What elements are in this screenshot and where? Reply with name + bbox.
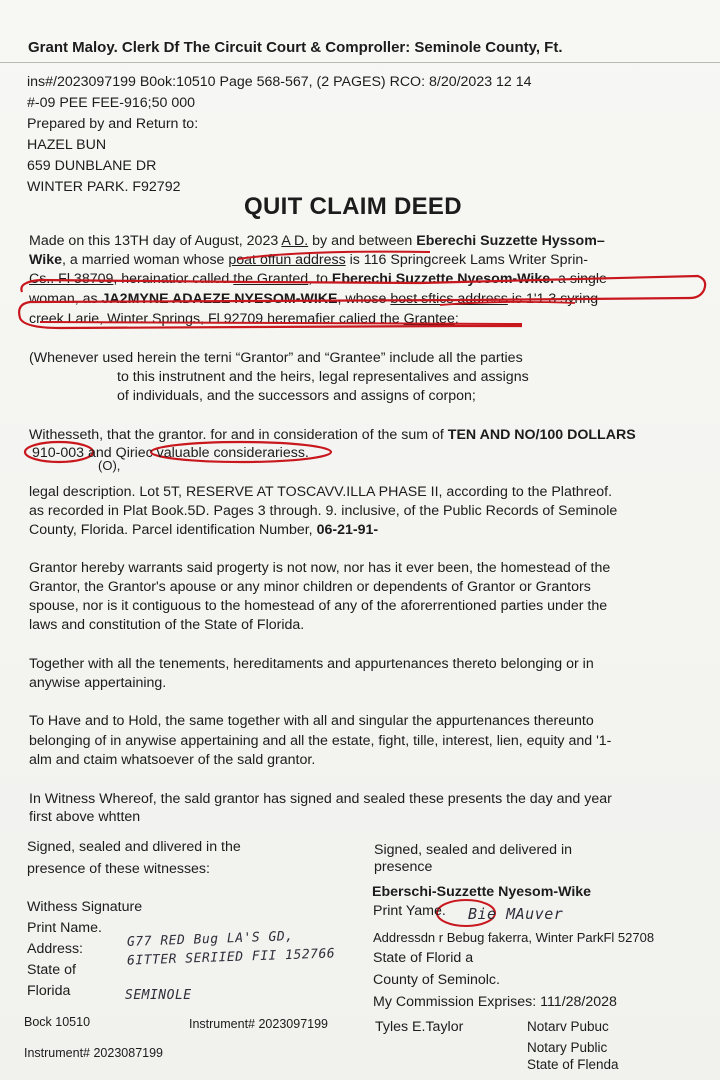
intro-line-1: Made on this 13TH day of August, 2023 A D. by and between Eberechi Suzzette Hyssom– [29, 233, 605, 249]
right-print-name-label: Print Yame. [373, 903, 446, 919]
return-to-street: 659 DUNBLANE DR [27, 158, 157, 174]
warrants-line-3: spouse, nor is it contiguous to the homestead of any of the aforerrentioned parties under the [29, 598, 608, 614]
address-label: Address: [27, 941, 83, 957]
notary-name: Tyles E.Taylor [375, 1019, 464, 1035]
intro-line-4: woman, as JA2MYNE ADAEZE NYESOM-WIKE, whose bost sftics address is 1'1 3 syring [29, 291, 599, 307]
notary-title-1: Notarv Pubuc [527, 1019, 609, 1034]
notary-state: State of Florid a [373, 950, 474, 966]
recording-line-2: #-09 PEE FEE-916;50 000 [27, 95, 195, 111]
have-hold-line-3: alm and ctaim whatsoever of the sald grantor. [29, 752, 316, 768]
warrants-line-2: Grantor, the Grantor's apouse or any minor children or dependents of Grantor or Grantors [29, 579, 591, 595]
legal-line-3: County, Florida. Parcel identification Number, 06-21-91- [29, 522, 379, 538]
witnesseth-line-3: (O), [98, 458, 121, 473]
whenever-line-2: to this instrutnent and the heirs, legal representalives and assigns [117, 369, 529, 385]
left-signed-line-2: presence of these witnesses: [27, 861, 210, 877]
print-name-label: Print Name. [27, 920, 102, 936]
intro-line-3: Cs.. Fl 38709, herainatior called the Granted, to Eberechi Suzzette Nyesom-Wike. a single [29, 271, 607, 287]
legal-line-1: legal description. Lot 5T, RESERVE AT TOSCAVV.ILLA PHASE II, according to the Plathreof. [29, 484, 613, 500]
warrants-line-4: laws and constitution of the State of Florida. [29, 617, 305, 633]
right-address: Addressdn r Bebug fakerra, Winter ParkFl 52708 [373, 930, 655, 945]
clerk-header: Grant Maloy. Clerk Df The Circuit Court & Comproller: Seminole County, Ft. [28, 39, 563, 56]
intro-line-2: Wike, a married woman whose poat offun address is 116 Springcreek Lams Writer Sprin- [29, 252, 588, 268]
return-to-name: HAZEL BUN [27, 137, 107, 153]
intro-line-5: creek Larie, Winter Springs, Fl 92709 heremafier calied the Grantee: [29, 311, 459, 327]
whenever-line-1: (Whenever used herein the terni “Grantor” and “Grantee” include all the parties [29, 350, 523, 366]
in-witness-line-2: first above whtten [29, 809, 141, 825]
witnesseth-line-1: Withesseth, that the grantor. for and in consideration of the sum of TEN AND NO/100 DOLLARS [29, 427, 636, 443]
notary-county: County of Seminolc. [373, 972, 500, 988]
witness-signature-label: Withess Signature [27, 899, 143, 915]
legal-line-2: as recorded in Plat Book.5D. Pages 3 through. 9. inclusive, of the Public Records of Seminole [29, 503, 618, 519]
right-signed-line-2: presence [374, 859, 433, 875]
handwritten-address-1: G77 RED Bug LA'S GD, [126, 929, 294, 950]
instrument-number: Instrument# 2023097199 [189, 1017, 328, 1031]
grantor-name: Eberschi-Suzzette Nyesom-Wike [372, 884, 592, 900]
witnesseth-line-2: 910-003 and Qiriec valuable considerariess. [32, 445, 309, 461]
recording-line-1: ins#/2023097199 B0ok:10510 Page 568-567, (2 PAGES) RCO: 8/20/2023 12 14 [27, 74, 532, 90]
instrument-number-bottom: Instrument# 2023087199 [24, 1046, 163, 1060]
have-hold-line-2: belonging of in anywise appertaining and all the estate, fight, tille, interest, lien, equity and '1- [29, 733, 612, 749]
book-number: Bock 10510 [24, 1015, 91, 1029]
together-line-2: anywise appertaining. [29, 675, 167, 691]
whenever-line-3: of individuals, and the successors and assigns of corpon; [117, 388, 476, 404]
left-signed-line-1: Signed, sealed and dlivered in the [27, 839, 241, 855]
handwritten-address-2: 6ITTER SERIIED FII 152766 [126, 946, 336, 969]
together-line-1: Together with all the tenements, hereditaments and appurtenances thereto belonging or in [29, 656, 594, 672]
handwritten-print-name: Bie MAuver [468, 905, 564, 923]
return-to-city: WINTER PARK. F92792 [27, 179, 181, 195]
handwritten-county: SEMINOLE [125, 988, 192, 1003]
notary-title-2: Notary Public [527, 1040, 608, 1055]
right-signed-line-1: Signed, sealed and delivered in [374, 842, 572, 858]
notary-title-3: State of Flenda [527, 1057, 619, 1072]
florida-label: Florida [27, 983, 71, 999]
commission-expires: My Commission Exprises: 111/28/2028 [373, 994, 617, 1010]
state-of-label: State of [27, 962, 76, 978]
return-to-label: Prepared by and Return to: [27, 116, 199, 132]
have-hold-line-1: To Have and to Hold, the same together with all and singular the appurtenances thereunto [29, 713, 594, 729]
in-witness-line-1: In Witness Whereof, the sald grantor has signed and sealed these presents the day and year [29, 791, 612, 807]
document-title: QUIT CLAIM DEED [244, 193, 462, 220]
warrants-line-1: Grantor hereby warrants said progerty is not now, nor has it ever been, the homestead of the [29, 560, 611, 576]
